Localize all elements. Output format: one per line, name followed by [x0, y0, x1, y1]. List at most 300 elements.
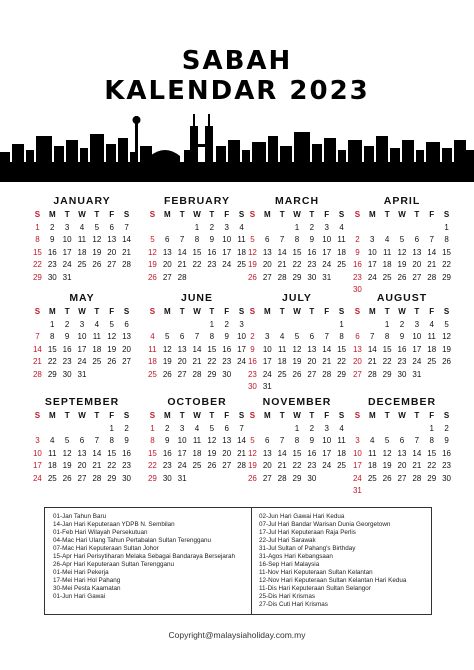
day-cell: 5	[444, 319, 449, 329]
weekday-header: M	[48, 307, 56, 316]
day-cell: 9	[50, 235, 55, 244]
day-cell: 7	[94, 436, 100, 445]
empty-day-cell	[260, 319, 275, 332]
day-cell: 24	[262, 369, 272, 379]
day-cell: 27	[122, 357, 132, 366]
weekday-header: M	[263, 411, 271, 420]
weekday-header: S	[354, 307, 361, 316]
day-cell: 8	[339, 332, 344, 341]
day-cell: 1	[209, 319, 215, 329]
empty-day-cell	[275, 423, 290, 436]
weekday-header: S	[249, 307, 256, 316]
holiday-list-divider	[251, 508, 252, 614]
day-cell: 1	[294, 222, 300, 232]
day-cell: 22	[427, 461, 437, 470]
day-cell: 17	[352, 461, 362, 470]
weekday-header: W	[78, 210, 86, 219]
weekday-header: F	[109, 307, 115, 316]
day-cell: 4	[79, 222, 85, 232]
weekday-header: M	[263, 210, 271, 219]
day-cell: 7	[370, 332, 375, 341]
day-cell: 26	[207, 461, 217, 470]
day-cell: 10	[367, 247, 377, 257]
day-cell: 29	[147, 473, 157, 483]
month-august	[350, 292, 454, 381]
weekday-header: S	[123, 307, 130, 316]
empty-day-cell	[350, 222, 365, 235]
day-cell: 13	[307, 344, 317, 354]
day-cell: 25	[192, 461, 202, 470]
day-cell: 14	[322, 344, 332, 354]
day-cell: 11	[368, 448, 377, 458]
day-cell: 17	[222, 247, 232, 257]
day-grid	[245, 306, 349, 394]
day-cell: 6	[179, 332, 185, 341]
month-name: OCTOBER	[167, 396, 227, 408]
weekday-header: T	[414, 210, 420, 219]
weekday-header: F	[324, 210, 330, 219]
day-cell: 8	[294, 436, 300, 445]
holiday-item: 01-Jun Hari Gawai	[53, 593, 106, 600]
month-june	[145, 292, 249, 381]
day-cell: 8	[429, 436, 434, 445]
empty-day-cell	[260, 222, 275, 235]
day-cell: 23	[247, 369, 257, 379]
weekday-header: M	[263, 307, 271, 316]
day-cell: 12	[382, 448, 392, 458]
day-cell: 17	[322, 448, 332, 458]
day-cell: 8	[35, 235, 40, 244]
day-cell: 30	[62, 369, 72, 379]
day-cell: 14	[177, 247, 187, 257]
day-cell: 26	[247, 473, 257, 483]
day-cell: 10	[177, 436, 187, 445]
day-cell: 3	[355, 436, 360, 445]
day-cell: 30	[352, 285, 362, 294]
month-name: DECEMBER	[367, 396, 437, 408]
empty-day-cell	[275, 222, 290, 235]
day-cell: 13	[122, 332, 132, 341]
day-cell: 21	[237, 448, 247, 458]
day-cell: 7	[279, 235, 285, 244]
holiday-item: 15-Apr Hari Perisytiharan Melaka Sebagai Bandaraya Bersejarah	[53, 553, 236, 560]
day-cell: 13	[107, 235, 117, 244]
day-cell: 7	[239, 423, 244, 433]
weekday-header: S	[354, 411, 361, 420]
empty-day-cell	[365, 222, 380, 235]
day-cell: 3	[324, 222, 329, 232]
weekday-header: F	[224, 411, 230, 420]
weekday-header: F	[324, 307, 330, 316]
day-cell: 2	[165, 423, 170, 433]
month-name: JUNE	[180, 292, 213, 304]
day-cell: 30	[397, 369, 407, 379]
empty-day-cell	[304, 319, 319, 332]
day-cell: 14	[237, 436, 247, 445]
day-cell: 27	[352, 369, 362, 379]
empty-day-cell	[395, 222, 410, 235]
day-grid	[245, 209, 349, 284]
day-cell: 28	[427, 272, 437, 282]
day-cell: 24	[237, 357, 247, 366]
day-cell: 22	[47, 357, 57, 366]
day-cell: 16	[47, 247, 57, 257]
day-cell: 3	[64, 222, 70, 232]
holiday-item: 14-Jan Hari Keputeraan YDPB N. Sembilan	[53, 521, 175, 528]
day-cell: 18	[237, 247, 247, 257]
day-cell: 31	[412, 369, 422, 379]
empty-day-cell	[380, 222, 395, 235]
day-cell: 19	[292, 357, 302, 366]
month-march	[245, 195, 349, 284]
day-cell: 4	[279, 332, 285, 341]
day-cell: 13	[262, 247, 272, 257]
weekday-header: S	[249, 210, 256, 219]
weekday-header: W	[398, 210, 406, 219]
day-cell: 18	[92, 344, 102, 354]
weekday-header: T	[309, 411, 315, 420]
day-cell: 21	[32, 357, 42, 366]
empty-day-cell	[245, 423, 260, 436]
day-cell: 26	[107, 357, 117, 366]
day-cell: 11	[237, 235, 246, 244]
weekday-header: F	[224, 307, 230, 316]
day-cell: 2	[309, 423, 315, 433]
day-cell: 12	[92, 235, 102, 244]
day-cell: 12	[397, 247, 407, 257]
day-cell: 14	[427, 247, 437, 257]
day-cell: 22	[442, 260, 452, 269]
day-cell: 18	[337, 448, 347, 458]
day-cell: 25	[147, 369, 157, 379]
day-cell: 25	[277, 369, 287, 379]
day-cell: 12	[62, 448, 72, 458]
day-cell: 6	[309, 332, 315, 341]
day-cell: 25	[337, 260, 347, 269]
day-cell: 19	[247, 461, 257, 470]
day-cell: 20	[122, 344, 132, 354]
day-cell: 6	[265, 436, 270, 445]
day-cell: 27	[177, 369, 187, 379]
day-cell: 29	[207, 369, 217, 379]
day-grid	[350, 410, 454, 498]
weekday-header: S	[443, 411, 450, 420]
weekday-header: M	[163, 210, 171, 219]
day-cell: 25	[47, 473, 57, 483]
day-cell: 17	[322, 247, 332, 257]
weekday-header: W	[193, 307, 201, 316]
day-cell: 22	[207, 357, 217, 366]
day-cell: 28	[177, 272, 187, 282]
weekday-header: T	[384, 411, 390, 420]
day-cell: 15	[337, 344, 347, 354]
weekday-header: S	[338, 210, 345, 219]
month-october	[145, 396, 249, 485]
day-cell: 12	[247, 247, 257, 257]
day-cell: 4	[339, 222, 344, 232]
day-cell: 28	[32, 369, 42, 379]
day-cell: 29	[427, 473, 437, 483]
day-cell: 19	[92, 247, 102, 257]
day-cell: 9	[309, 235, 315, 244]
day-cell: 5	[165, 332, 170, 341]
day-cell: 28	[92, 473, 102, 483]
holiday-item: 11-Nov Hari Keputeraan Sultan Kelantan	[259, 569, 373, 576]
holiday-list-box	[44, 507, 432, 615]
day-cell: 20	[352, 357, 362, 366]
day-cell: 21	[277, 260, 287, 269]
day-cell: 14	[192, 344, 202, 354]
day-cell: 4	[239, 222, 244, 232]
day-cell: 24	[322, 260, 332, 269]
weekday-header: S	[443, 210, 450, 219]
day-cell: 28	[122, 260, 132, 269]
day-cell: 28	[277, 272, 287, 282]
day-cell: 9	[165, 436, 170, 445]
day-cell: 2	[399, 319, 405, 329]
empty-day-cell	[190, 319, 205, 332]
holiday-item: 01-Feb Hari Wilayah Persekutuan	[53, 529, 148, 536]
holiday-item: 07-Mac Hari Keputeraan Sultan Johor	[53, 545, 159, 552]
day-cell: 23	[222, 357, 232, 366]
day-cell: 28	[367, 369, 377, 379]
day-cell: 27	[412, 272, 422, 282]
day-cell: 16	[207, 247, 217, 257]
day-cell: 16	[222, 344, 232, 354]
weekday-header: T	[209, 307, 215, 316]
day-cell: 13	[77, 448, 87, 458]
weekday-header: S	[149, 210, 156, 219]
day-cell: 17	[237, 344, 247, 354]
weekday-header: T	[414, 307, 420, 316]
month-december	[350, 396, 454, 498]
day-cell: 18	[427, 344, 437, 354]
day-cell: 23	[442, 461, 452, 470]
empty-day-cell	[89, 423, 104, 436]
day-cell: 9	[124, 436, 129, 445]
day-cell: 22	[337, 357, 347, 366]
day-cell: 19	[207, 448, 217, 458]
day-cell: 4	[194, 423, 200, 433]
empty-day-cell	[319, 319, 334, 332]
day-cell: 22	[292, 260, 302, 269]
day-cell: 19	[442, 344, 452, 354]
month-april	[350, 195, 454, 297]
weekday-header: T	[94, 307, 100, 316]
day-cell: 25	[337, 461, 347, 470]
weekday-header: F	[429, 210, 435, 219]
day-cell: 31	[177, 473, 187, 483]
day-cell: 22	[32, 260, 42, 269]
calendar-title-line2: KALENDAR 2023	[104, 76, 370, 106]
day-cell: 24	[77, 357, 87, 366]
day-cell: 1	[429, 423, 434, 433]
day-cell: 1	[339, 319, 344, 329]
day-cell: 15	[32, 247, 42, 257]
day-cell: 2	[124, 423, 129, 433]
day-cell: 19	[382, 461, 392, 470]
empty-day-cell	[175, 222, 190, 235]
day-cell: 21	[177, 260, 187, 269]
day-cell: 15	[292, 247, 302, 257]
holiday-list-left	[53, 513, 239, 601]
empty-day-cell	[160, 222, 175, 235]
weekday-header: S	[34, 307, 41, 316]
day-cell: 31	[77, 369, 87, 379]
day-cell: 6	[399, 436, 405, 445]
day-cell: 10	[322, 436, 332, 445]
day-cell: 9	[64, 332, 70, 341]
day-cell: 6	[79, 436, 85, 445]
month-january	[30, 195, 134, 284]
day-cell: 10	[62, 235, 72, 244]
day-cell: 1	[444, 222, 449, 232]
day-cell: 9	[355, 247, 360, 257]
weekday-header: T	[64, 307, 70, 316]
weekday-header: F	[224, 210, 230, 219]
day-cell: 1	[35, 222, 40, 232]
month-name: FEBRUARY	[164, 195, 230, 207]
day-cell: 24	[412, 357, 422, 366]
day-cell: 16	[307, 448, 317, 458]
day-cell: 31	[262, 382, 272, 391]
day-cell: 29	[47, 369, 57, 379]
day-cell: 30	[307, 473, 317, 483]
day-cell: 13	[397, 448, 407, 458]
day-cell: 16	[62, 344, 72, 354]
weekday-header: S	[34, 210, 41, 219]
weekday-header: M	[163, 307, 171, 316]
day-cell: 20	[162, 260, 172, 269]
empty-day-cell	[275, 319, 290, 332]
day-cell: 24	[222, 260, 232, 269]
day-cell: 13	[177, 344, 187, 354]
holiday-item: 01-Mei Hari Pekerja	[53, 569, 109, 576]
day-cell: 12	[107, 332, 117, 341]
day-cell: 19	[107, 344, 117, 354]
day-cell: 30	[222, 369, 232, 379]
day-cell: 28	[237, 461, 247, 470]
empty-day-cell	[350, 423, 365, 436]
day-cell: 21	[412, 461, 422, 470]
day-cell: 8	[194, 235, 200, 244]
day-cell: 30	[162, 473, 172, 483]
weekday-header: T	[179, 411, 185, 420]
day-cell: 24	[177, 461, 187, 470]
day-cell: 26	[382, 473, 392, 483]
day-cell: 4	[370, 436, 375, 445]
day-cell: 17	[262, 357, 272, 366]
weekday-header: T	[414, 411, 420, 420]
empty-day-cell	[45, 423, 60, 436]
day-cell: 23	[122, 461, 132, 470]
day-cell: 20	[412, 260, 422, 269]
day-cell: 2	[50, 222, 55, 232]
day-cell: 9	[444, 436, 449, 445]
day-cell: 28	[412, 473, 422, 483]
weekday-header: F	[324, 411, 330, 420]
day-cell: 6	[414, 235, 420, 244]
day-cell: 30	[247, 382, 257, 391]
weekday-header: T	[64, 411, 70, 420]
day-cell: 20	[77, 461, 87, 470]
day-cell: 11	[427, 332, 436, 341]
day-cell: 19	[62, 461, 72, 470]
day-cell: 29	[32, 272, 42, 282]
weekday-header: F	[109, 411, 115, 420]
weekday-header: S	[249, 411, 256, 420]
day-cell: 17	[177, 448, 187, 458]
day-cell: 6	[165, 235, 170, 244]
day-cell: 12	[207, 436, 217, 445]
empty-day-cell	[160, 319, 175, 332]
day-cell: 6	[109, 222, 114, 232]
day-cell: 7	[35, 332, 40, 341]
weekday-header: W	[293, 307, 301, 316]
empty-day-cell	[30, 423, 45, 436]
weekday-header: T	[279, 307, 285, 316]
holiday-item: 16-Sep Hari Malaysia	[259, 561, 320, 568]
day-cell: 27	[397, 473, 407, 483]
weekday-header: F	[109, 210, 115, 219]
day-cell: 4	[94, 319, 100, 329]
day-cell: 15	[382, 344, 392, 354]
day-cell: 10	[32, 448, 42, 458]
day-cell: 25	[427, 357, 437, 366]
weekday-header: W	[78, 307, 86, 316]
day-cell: 1	[294, 423, 300, 433]
day-cell: 16	[162, 448, 172, 458]
month-name: SEPTEMBER	[44, 396, 120, 408]
day-cell: 16	[122, 448, 132, 458]
empty-day-cell	[245, 222, 260, 235]
empty-day-cell	[409, 423, 424, 436]
day-cell: 17	[412, 344, 422, 354]
day-cell: 25	[77, 260, 87, 269]
empty-day-cell	[395, 423, 410, 436]
day-cell: 9	[399, 332, 405, 341]
day-cell: 4	[150, 332, 155, 341]
empty-day-cell	[365, 423, 380, 436]
day-cell: 24	[62, 260, 72, 269]
day-cell: 20	[397, 461, 407, 470]
day-cell: 22	[292, 461, 302, 470]
day-cell: 18	[147, 357, 157, 366]
day-cell: 11	[192, 436, 202, 445]
day-grid	[30, 410, 134, 485]
month-february	[145, 195, 249, 284]
day-cell: 24	[32, 473, 42, 483]
month-july	[245, 292, 349, 394]
weekday-header: S	[123, 210, 130, 219]
day-cell: 3	[324, 423, 329, 433]
empty-day-cell	[75, 423, 90, 436]
day-cell: 14	[277, 247, 287, 257]
day-cell: 29	[107, 473, 117, 483]
day-grid	[350, 306, 454, 381]
calendar-title-line1: SABAH	[181, 46, 293, 76]
day-cell: 28	[277, 473, 287, 483]
day-cell: 7	[194, 332, 200, 341]
day-cell: 19	[162, 357, 172, 366]
weekday-header: S	[238, 307, 245, 316]
month-name: JULY	[282, 292, 312, 304]
holiday-item: 17-Jul Hari Keputeraan Raja Perlis	[259, 529, 356, 536]
day-cell: 17	[77, 344, 87, 354]
day-cell: 31	[322, 272, 332, 282]
day-cell: 18	[277, 357, 287, 366]
day-cell: 15	[427, 448, 437, 458]
